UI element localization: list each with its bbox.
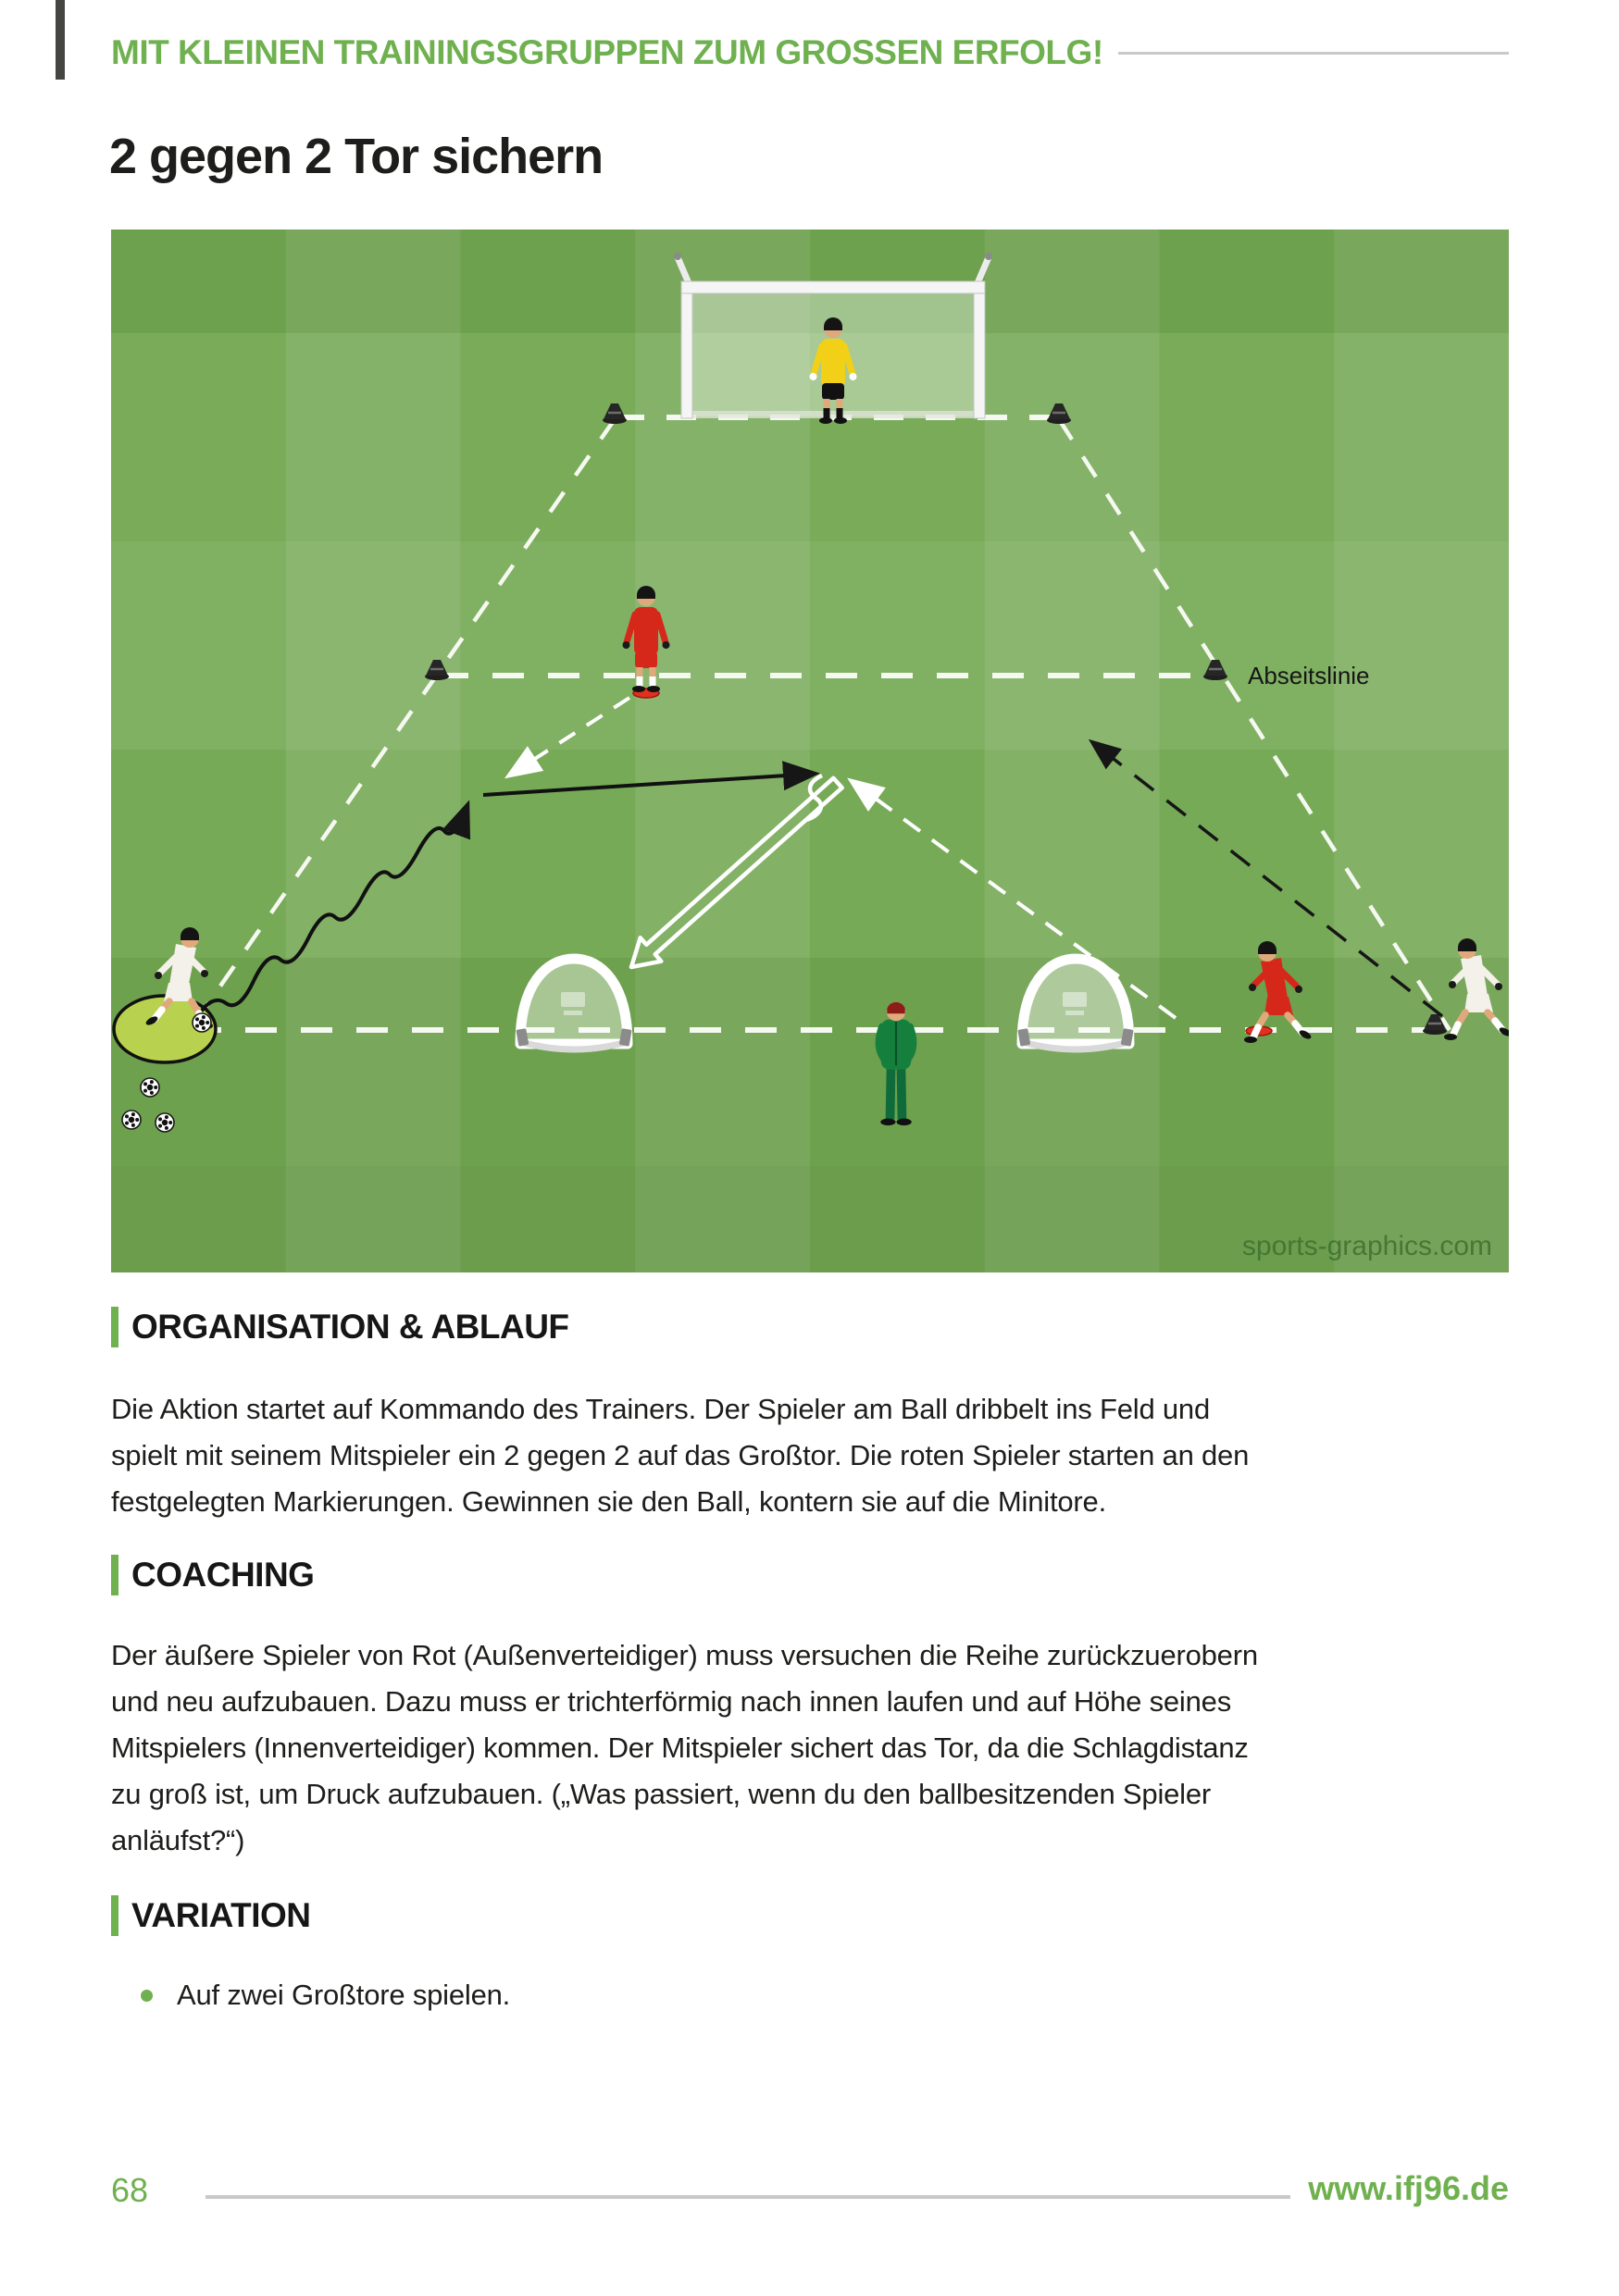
spare-ball-2 xyxy=(122,1111,141,1129)
page-number: 68 xyxy=(111,2171,149,2209)
bullet-icon xyxy=(141,1990,153,2002)
page-title: 2 gegen 2 Tor sichern xyxy=(109,129,604,184)
section-heading-coaching xyxy=(111,1555,314,1595)
paragraph-line: Der äußere Spieler von Rot (Außenverteidiger) muss versuchen die Reihe zurückzuerobern xyxy=(111,1639,1258,1671)
paragraph-line: anläufst?“) xyxy=(111,1824,245,1856)
paragraph-line: Die Aktion startet auf Kommando des Trainers. Der Spieler am Ball dribbelt ins Feld und xyxy=(111,1393,1211,1425)
website-link[interactable]: www.ifj96.de xyxy=(1308,2169,1509,2207)
variation-bullet xyxy=(141,1979,510,2012)
coaching-paragraph xyxy=(111,1632,1426,1864)
heading-accent-bar xyxy=(111,1307,118,1347)
spare-ball-3 xyxy=(156,1113,174,1132)
kicker-rule xyxy=(1118,52,1509,55)
footer-rule xyxy=(205,2195,1290,2199)
bullet-text: Auf zwei Großtore spielen. xyxy=(177,1979,511,2011)
heading-accent-bar xyxy=(111,1895,118,1936)
paragraph-line: und neu aufzubauen. Dazu muss er trichterförmig nach innen laufen und auf Höhe seines xyxy=(111,1685,1231,1718)
heading-text: ORGANISATION & ABLAUF xyxy=(131,1308,569,1346)
spare-ball-1 xyxy=(141,1078,159,1097)
watermark: sports-graphics.com xyxy=(1241,1231,1492,1261)
offside-line-label: Abseitslinie xyxy=(1248,662,1370,689)
organisation-paragraph xyxy=(111,1386,1426,1525)
section-heading-variation xyxy=(111,1895,311,1936)
drill-diagram xyxy=(111,230,1509,1272)
paragraph-line: spielt mit seinem Mitspieler ein 2 gegen 2 auf das Großtor. Die roten Spieler starten an den xyxy=(111,1439,1250,1471)
ball-in-play xyxy=(193,1013,211,1032)
page-corner-bar xyxy=(56,0,65,80)
heading-accent-bar xyxy=(111,1555,118,1595)
chapter-kicker: MIT KLEINEN TRAININGSGRUPPEN ZUM GROSSEN ERFOLG! xyxy=(111,33,1103,71)
paragraph-line: festgelegten Markierungen. Gewinnen sie den Ball, kontern sie auf die Minitore. xyxy=(111,1485,1106,1518)
heading-text: COACHING xyxy=(131,1556,315,1594)
section-heading-organisation xyxy=(111,1307,569,1347)
paragraph-line: zu groß ist, um Druck aufzubauen. („Was passiert, wenn du den ballbesitzenden Spieler xyxy=(111,1778,1212,1810)
heading-text: VARIATION xyxy=(131,1896,311,1934)
soccer-field-diagram xyxy=(111,230,1509,1272)
paragraph-line: Mitspielers (Innenverteidiger) kommen. Der Mitspieler sichert das Tor, da die Schlagdistanz xyxy=(111,1731,1249,1764)
